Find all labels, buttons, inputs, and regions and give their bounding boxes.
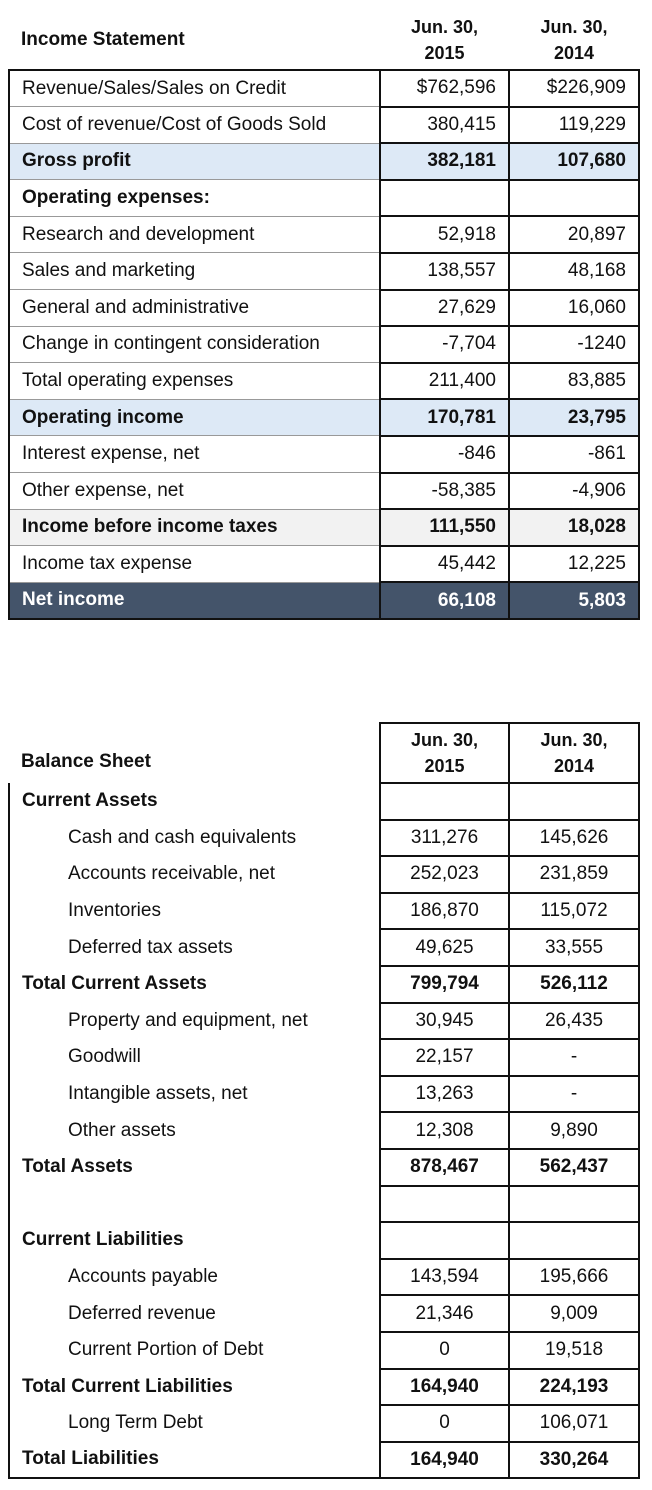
balance-value-2015 (380, 1222, 509, 1259)
income-label: Operating expenses: (9, 180, 380, 217)
balance-label: Current Portion of Debt (9, 1332, 380, 1369)
balance-col-2015-line2: 2015 (424, 756, 465, 776)
income-row-general-admin (9, 290, 639, 327)
income-header-row (9, 10, 639, 70)
balance-value-2014: 231,859 (509, 856, 639, 893)
income-label: Other expense, net (9, 473, 380, 510)
income-value-2014: 18,028 (509, 509, 639, 546)
balance-value-2015: 13,263 (380, 1076, 509, 1113)
income-value-2015 (380, 180, 509, 217)
balance-row-receivables (9, 856, 639, 893)
balance-label: Cash and cash equivalents (9, 820, 380, 857)
income-row-cogs (9, 107, 639, 144)
balance-value-2014: 33,555 (509, 929, 639, 966)
income-col-2015-line1: Jun. 30, (410, 16, 479, 37)
balance-value-2014: 19,518 (509, 1332, 639, 1369)
balance-row-other-assets (9, 1112, 639, 1149)
balance-value-2014: 26,435 (509, 1003, 639, 1040)
income-statement-table (8, 10, 640, 620)
income-value-2015: 170,781 (380, 399, 509, 436)
balance-row-goodwill (9, 1039, 639, 1076)
income-label: Gross profit (9, 143, 380, 180)
balance-label: Accounts payable (9, 1259, 380, 1296)
income-value-2015: 211,400 (380, 363, 509, 400)
balance-value-2015: 311,276 (380, 820, 509, 857)
balance-value-2014: 330,264 (509, 1442, 639, 1479)
income-label: Total operating expenses (9, 363, 380, 400)
balance-label: Total Current Liabilities (9, 1369, 380, 1406)
balance-col-2014 (509, 723, 639, 783)
income-value-2014: 83,885 (509, 363, 639, 400)
balance-row-total-current-assets (9, 966, 639, 1003)
income-row-sales-marketing (9, 253, 639, 290)
income-value-2014: -1240 (509, 326, 639, 363)
income-value-2015: 380,415 (380, 107, 509, 144)
income-row-pretax (9, 509, 639, 546)
income-value-2014: 12,225 (509, 546, 639, 583)
balance-row-cash (9, 820, 639, 857)
balance-value-2014 (509, 783, 639, 820)
income-value-2014: -861 (509, 436, 639, 473)
balance-value-2015: 49,625 (380, 929, 509, 966)
balance-label: Deferred tax assets (9, 929, 380, 966)
balance-sheet-title: Balance Sheet (21, 751, 151, 772)
income-value-2015: 52,918 (380, 216, 509, 253)
balance-value-2014 (509, 1222, 639, 1259)
balance-row-current-debt (9, 1332, 639, 1369)
balance-value-2014: 195,666 (509, 1259, 639, 1296)
balance-value-2014: 526,112 (509, 966, 639, 1003)
income-statement-title: Income Statement (21, 28, 185, 50)
income-label: Interest expense, net (9, 436, 380, 473)
income-col-2014-line1: Jun. 30, (540, 16, 608, 37)
balance-row-deferred-revenue (9, 1295, 639, 1332)
income-value-2014 (509, 180, 639, 217)
balance-value-2015: 252,023 (380, 856, 509, 893)
income-value-2015: 27,629 (380, 290, 509, 327)
income-value-2014: 20,897 (509, 216, 639, 253)
balance-col-2015-line1: Jun. 30, (410, 730, 479, 750)
income-value-2014: 119,229 (509, 107, 639, 144)
income-row-net-income (9, 582, 639, 619)
balance-value-2014: 115,072 (509, 893, 639, 930)
balance-row-total-current-liabilities (9, 1369, 639, 1406)
balance-row-inventories (9, 893, 639, 930)
income-value-2015: 66,108 (380, 582, 509, 619)
income-row-gross-profit (9, 143, 639, 180)
income-label: Income tax expense (9, 546, 380, 583)
income-value-2015: 111,550 (380, 509, 509, 546)
income-row-revenue (9, 70, 639, 107)
income-row-interest (9, 436, 639, 473)
income-col-2015-line2: 2015 (424, 42, 465, 63)
balance-label: Current Assets (9, 783, 380, 820)
balance-label: Total Assets (9, 1149, 380, 1186)
balance-value-2015: 12,308 (380, 1112, 509, 1149)
balance-value-2015: 0 (380, 1405, 509, 1442)
income-row-total-opex (9, 363, 639, 400)
balance-row-accounts-payable (9, 1259, 639, 1296)
balance-value-2014: 9,890 (509, 1112, 639, 1149)
balance-value-2014 (509, 1186, 639, 1223)
income-value-2014: 5,803 (509, 582, 639, 619)
income-row-operating-income (9, 399, 639, 436)
income-label: Cost of revenue/Cost of Goods Sold (9, 107, 380, 144)
income-label: Research and development (9, 216, 380, 253)
balance-col-2015 (380, 723, 509, 783)
income-label: Sales and marketing (9, 253, 380, 290)
balance-label: Total Current Assets (9, 966, 380, 1003)
balance-sheet-table (8, 722, 640, 1479)
balance-value-2014: 562,437 (509, 1149, 639, 1186)
balance-row-deferred-tax (9, 929, 639, 966)
balance-value-2014: - (509, 1039, 639, 1076)
income-value-2015: 138,557 (380, 253, 509, 290)
balance-value-2015: 164,940 (380, 1442, 509, 1479)
income-value-2015: -7,704 (380, 326, 509, 363)
balance-value-2015: 186,870 (380, 893, 509, 930)
balance-value-2015: 143,594 (380, 1259, 509, 1296)
balance-col-2014-line2: 2014 (553, 756, 595, 776)
income-col-2015 (380, 10, 509, 70)
balance-row-total-liabilities (9, 1442, 639, 1479)
income-row-other-expense (9, 473, 639, 510)
balance-row-intangible (9, 1076, 639, 1113)
balance-label: Current Liabilities (9, 1222, 380, 1259)
income-label: General and administrative (9, 290, 380, 327)
balance-value-2015: 21,346 (380, 1295, 509, 1332)
income-row-operating-expenses-heading (9, 180, 639, 217)
income-value-2014: $226,909 (509, 70, 639, 107)
balance-value-2015: 164,940 (380, 1369, 509, 1406)
income-value-2015: -846 (380, 436, 509, 473)
income-label: Revenue/Sales/Sales on Credit (9, 70, 380, 107)
balance-value-2015: 0 (380, 1332, 509, 1369)
balance-value-2014: 9,009 (509, 1295, 639, 1332)
income-value-2014: 23,795 (509, 399, 639, 436)
balance-label: Long Term Debt (9, 1405, 380, 1442)
balance-value-2015: 878,467 (380, 1149, 509, 1186)
balance-col-2014-line1: Jun. 30, (540, 730, 608, 750)
balance-label: Property and equipment, net (9, 1003, 380, 1040)
balance-value-2015 (380, 783, 509, 820)
income-value-2014: 16,060 (509, 290, 639, 327)
balance-row-current-assets-heading (9, 783, 639, 820)
balance-label: Deferred revenue (9, 1295, 380, 1332)
balance-value-2014: 106,071 (509, 1405, 639, 1442)
income-row-tax (9, 546, 639, 583)
balance-label: Other assets (9, 1112, 380, 1149)
balance-value-2014: - (509, 1076, 639, 1113)
balance-header-row (9, 723, 639, 783)
income-value-2015: 382,181 (380, 143, 509, 180)
balance-value-2014: 145,626 (509, 820, 639, 857)
income-col-2014-line2: 2014 (553, 42, 595, 63)
balance-row-total-assets (9, 1149, 639, 1186)
income-label: Income before income taxes (9, 509, 380, 546)
balance-row-current-liabilities-heading (9, 1222, 639, 1259)
balance-value-2015: 22,157 (380, 1039, 509, 1076)
income-col-2014 (509, 10, 639, 70)
income-value-2014: -4,906 (509, 473, 639, 510)
balance-row-property (9, 1003, 639, 1040)
balance-row-long-term-debt (9, 1405, 639, 1442)
income-label: Change in contingent consideration (9, 326, 380, 363)
income-value-2014: 107,680 (509, 143, 639, 180)
balance-label: Intangible assets, net (9, 1076, 380, 1113)
balance-value-2015: 30,945 (380, 1003, 509, 1040)
balance-value-2015 (380, 1186, 509, 1223)
income-label: Net income (9, 582, 380, 619)
balance-label: Total Liabilities (9, 1442, 380, 1479)
balance-label: Goodwill (9, 1039, 380, 1076)
balance-label: Inventories (9, 893, 380, 930)
balance-label (9, 1186, 380, 1223)
balance-value-2015: 799,794 (380, 966, 509, 1003)
income-label: Operating income (9, 399, 380, 436)
income-value-2014: 48,168 (509, 253, 639, 290)
income-row-research (9, 216, 639, 253)
income-value-2015: -58,385 (380, 473, 509, 510)
balance-label: Accounts receivable, net (9, 856, 380, 893)
balance-row-spacer (9, 1186, 639, 1223)
balance-value-2014: 224,193 (509, 1369, 639, 1406)
income-value-2015: $762,596 (380, 70, 509, 107)
income-value-2015: 45,442 (380, 546, 509, 583)
income-row-contingent (9, 326, 639, 363)
